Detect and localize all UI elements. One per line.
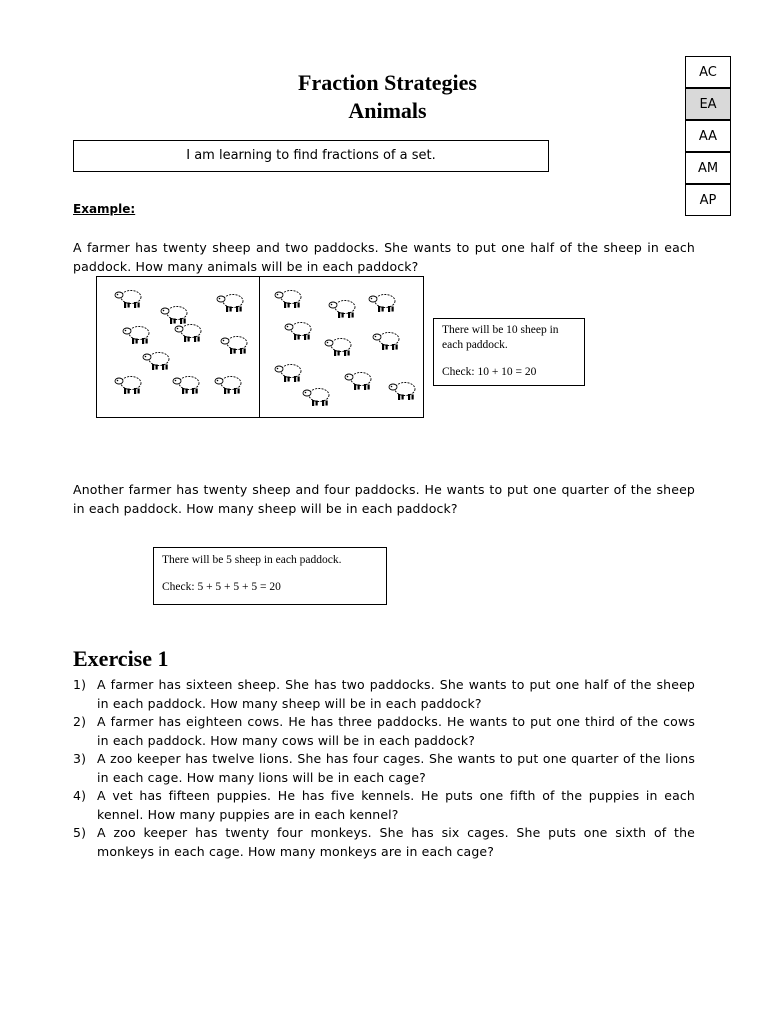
example-problem-2: Another farmer has twenty sheep and four paddocks. He wants to put one quarter of the sheep in each paddock. How many sheep will be in each paddock? [73,482,695,516]
learning-goal-box: I am learning to find fractions of a set. [73,140,549,172]
example-label: Example: [73,202,136,216]
exercise-text: A zoo keeper has twelve lions. She has four cages. She wants to put one quarter of the lions in each cage. How many lions will be in each cage? [97,751,695,785]
exercise-item [73,787,695,824]
sheep-icon [219,333,251,357]
exercise-item [73,713,695,750]
example-answer-2 [153,547,387,605]
page-title: Fraction Strategies [298,70,477,95]
sheep-icon [387,379,419,403]
answer-1-text: There will be 10 sheep in each paddock. [442,324,559,351]
sheep-icon [301,385,333,409]
level-box-am: AM [685,152,731,184]
paddock-illustration [96,276,424,418]
answer-2-text: There will be 5 sheep in each paddock. [162,554,342,566]
sheep-icon [215,291,247,315]
sheep-icon [367,291,399,315]
exercise-list [73,676,695,861]
sheep-icon [327,297,359,321]
sheep-icon [173,321,205,345]
exercise-number: 2) [73,714,87,729]
exercise-item [73,676,695,713]
answer-1-check: Check: 10 + 10 = 20 [442,366,537,378]
exercise-title: Exercise 1 [73,646,169,671]
sheep-icon [371,329,403,353]
exercise-item [73,750,695,787]
sheep-icon [141,349,173,373]
sheep-icon [213,373,245,397]
level-box-ac: AC [685,56,731,88]
page-subtitle: Animals [348,98,427,123]
level-box-ap: AP [685,184,731,216]
exercise-text: A farmer has sixteen sheep. She has two paddocks. She wants to put one half of the sheep in each paddock. How many sheep will be in each paddock? [97,677,695,711]
paddock-divider [259,277,260,417]
example-answer-1 [433,318,585,386]
sheep-icon [273,361,305,385]
sheep-icon [343,369,375,393]
exercise-text: A zoo keeper has twenty four monkeys. She has six cages. She puts one sixth of the monkeys in each cage. How many monkeys are in each cage? [97,825,695,859]
level-box-ea: EA [685,88,731,120]
level-box-aa: AA [685,120,731,152]
sheep-icon [171,373,203,397]
sheep-icon [113,287,145,311]
exercise-text: A farmer has eighteen cows. He has three paddocks. He wants to put one third of the cows in each paddock. How many cows will be in each paddock? [97,714,695,748]
exercise-text: A vet has fifteen puppies. He has five kennels. He puts one fifth of the puppies in each kennel. How many puppies are in each kennel? [97,788,695,822]
answer-2-check: Check: 5 + 5 + 5 + 5 = 20 [162,581,281,593]
sheep-icon [283,319,315,343]
sheep-icon [121,323,153,347]
exercise-number: 1) [73,677,87,692]
exercise-number: 4) [73,788,87,803]
exercise-item [73,824,695,861]
example-problem-1: A farmer has twenty sheep and two paddocks. She wants to put one half of the sheep in each paddock. How many animals will be in each paddock? [73,240,695,274]
exercise-number: 3) [73,751,87,766]
sheep-icon [273,287,305,311]
exercise-number: 5) [73,825,87,840]
sheep-icon [113,373,145,397]
sheep-icon [323,335,355,359]
